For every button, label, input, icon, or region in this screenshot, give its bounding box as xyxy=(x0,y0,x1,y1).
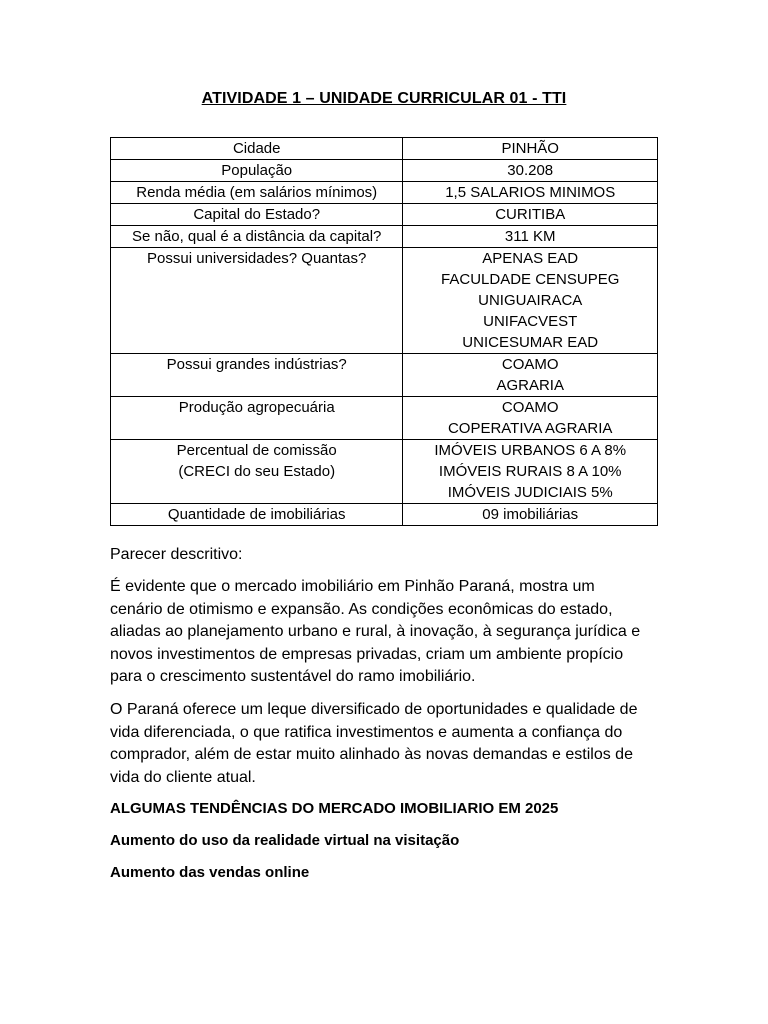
row-label: Possui grandes indústrias? xyxy=(166,356,347,373)
table-row xyxy=(111,440,658,504)
row-label-cell xyxy=(111,204,403,226)
row-value: UNICESUMAR EAD xyxy=(462,334,599,351)
row-label-cell xyxy=(111,182,403,204)
row-label: Produção agropecuária xyxy=(178,399,335,416)
trend-item: Aumento das vendas online xyxy=(110,864,310,881)
row-label-cell xyxy=(111,226,403,248)
table-row xyxy=(111,204,658,226)
trends-heading: ALGUMAS TENDÊNCIAS DO MERCADO IMOBILIARIO EM 2025 xyxy=(110,800,559,817)
row-label: População xyxy=(221,162,293,179)
row-value: PINHÃO xyxy=(501,140,559,157)
parecer-paragraph-1 xyxy=(110,576,658,689)
paragraph-line: aliadas ao planejamento urbano e rural, à inovação, à segurança jurídica e xyxy=(110,623,641,641)
paragraph-line: vida do cliente atual. xyxy=(110,768,256,786)
row-value: COPERATIVA AGRARIA xyxy=(447,420,613,437)
row-label: (CRECI do seu Estado) xyxy=(178,463,336,480)
paragraph-line: O Paraná oferece um leque diversificado de oportunidades e qualidade de xyxy=(110,701,638,718)
row-label-cell xyxy=(111,504,403,526)
row-value: 1,5 SALARIOS MINIMOS xyxy=(445,184,616,201)
city-info-table xyxy=(110,137,658,526)
paragraph-line: comprador, além de estar muito alinhado às novas demandas e estilos de xyxy=(110,746,633,764)
paragraph-line: novos investimentos de empresas privadas, criam um ambiente propício xyxy=(110,645,624,663)
parecer-paragraph-2 xyxy=(110,699,658,789)
row-label: Cidade xyxy=(232,140,281,157)
row-label: Quantidade de imobiliárias xyxy=(167,506,346,523)
trend-item: Aumento do uso da realidade virtual na visitação xyxy=(110,832,460,849)
row-value: AGRARIA xyxy=(496,377,564,394)
row-value: 311 KM xyxy=(504,228,556,245)
row-value-cell xyxy=(403,248,658,354)
row-value-cell xyxy=(403,397,658,440)
table-row xyxy=(111,138,658,160)
row-value-cell xyxy=(403,354,658,397)
table-row xyxy=(111,226,658,248)
row-label-cell xyxy=(111,160,403,182)
table-row xyxy=(111,354,658,397)
table-row xyxy=(111,182,658,204)
row-value: COAMO xyxy=(501,399,559,416)
row-value: UNIGUAIRACA xyxy=(478,292,583,309)
row-label-cell xyxy=(111,440,403,504)
table-row xyxy=(111,248,658,354)
row-label: Se não, qual é a distância da capital? xyxy=(132,228,382,245)
row-value: COAMO xyxy=(501,356,559,373)
paragraph-line: para o crescimento sustentável do ramo imobiliário. xyxy=(110,668,476,686)
table-row xyxy=(111,160,658,182)
row-label: Renda média (em salários mínimos) xyxy=(136,184,378,201)
row-value-cell xyxy=(403,226,658,248)
row-value: 30.208 xyxy=(507,162,554,179)
paragraph-line: É evidente que o mercado imobiliário em Pinhão Paraná, mostra um xyxy=(110,578,595,595)
row-value-cell xyxy=(403,440,658,504)
row-label: Capital do Estado? xyxy=(193,206,321,223)
table-row xyxy=(111,504,658,526)
row-value-cell xyxy=(403,504,658,526)
row-label-cell xyxy=(111,397,403,440)
row-value: IMÓVEIS JUDICIAIS 5% xyxy=(447,484,613,501)
row-label-cell xyxy=(111,248,403,354)
row-label-cell xyxy=(111,354,403,397)
row-value: 09 imobiliárias xyxy=(482,506,579,523)
table-body xyxy=(111,138,658,526)
row-value-cell xyxy=(403,182,658,204)
row-value: APENAS EAD xyxy=(482,250,579,267)
row-value-cell xyxy=(403,138,658,160)
paragraph-line: cenário de otimismo e expansão. As condições econômicas do estado, xyxy=(110,600,613,618)
row-value: IMÓVEIS URBANOS 6 A 8% xyxy=(434,442,627,459)
row-value: CURITIBA xyxy=(495,206,566,223)
row-value-cell xyxy=(403,204,658,226)
row-value: FACULDADE CENSUPEG xyxy=(441,271,620,288)
page-title: ATIVIDADE 1 – UNIDADE CURRICULAR 01 - TTI xyxy=(201,90,567,107)
parecer-label: Parecer descritivo: xyxy=(110,546,243,563)
row-value: UNIFACVEST xyxy=(483,313,578,330)
paragraph-line: vida diferenciada, o que ratifica investimentos e aumenta a confiança do xyxy=(110,723,623,741)
row-label: Possui universidades? Quantas? xyxy=(147,250,367,267)
row-value-cell xyxy=(403,160,658,182)
row-label: Percentual de comissão xyxy=(176,442,337,459)
row-value: IMÓVEIS RURAIS 8 A 10% xyxy=(438,463,622,480)
table-row xyxy=(111,397,658,440)
row-label-cell xyxy=(111,138,403,160)
